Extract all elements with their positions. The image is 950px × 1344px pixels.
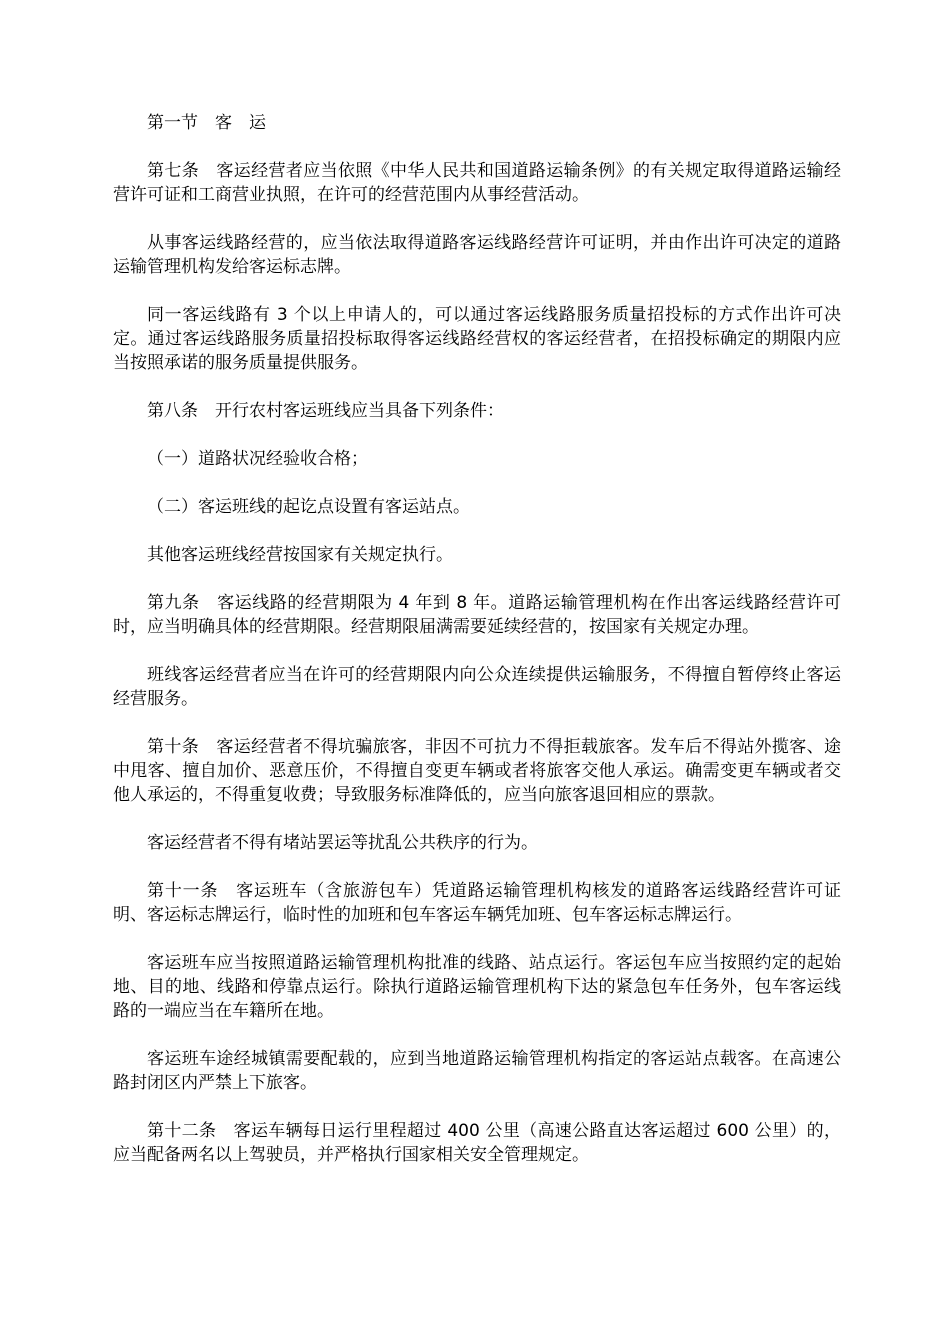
article-8-paragraph-2: 其他客运班线经营按国家有关规定执行。 [147, 545, 453, 565]
article-8-paragraph-1: 第八条 开行农村客运班线应当具备下列条件： [147, 401, 504, 421]
article-7-paragraph-1: 第七条 客运经营者应当依照《中华人民共和国道路运输条例》的有关规定取得道路运输经营许可证和工商营业执照，在许可的经营范围内从事经营活动。 [113, 161, 841, 205]
document-body [113, 111, 841, 1191]
article-8-item-2: （二）客运班线的起讫点设置有客运站点。 [147, 497, 470, 517]
article-9-paragraph-2: 班线客运经营者应当在许可的经营期限内向公众连续提供运输服务，不得擅自暂停终止客运经营服务。 [113, 665, 841, 709]
article-7-paragraph-2: 从事客运线路经营的，应当依法取得道路客运线路经营许可证明，并由作出许可决定的道路运输管理机构发给客运标志牌。 [113, 233, 841, 277]
article-11-paragraph-2: 客运班车应当按照道路运输管理机构批准的线路、站点运行。客运包车应当按照约定的起始地、目的地、线路和停靠点运行。除执行道路运输管理机构下达的紧急包车任务外，包车客运线路的一端应当在车籍所在地。 [113, 953, 841, 1021]
article-10-paragraph-1: 第十条 客运经营者不得坑骗旅客，非因不可抗力不得拒载旅客。发车后不得站外揽客、途中甩客、擅自加价、恶意压价，不得擅自变更车辆或者将旅客交他人承运。确需变更车辆或者交他人承运的，不得重复收费；导致服务标准降低的，应当向旅客退回相应的票款。 [113, 737, 841, 805]
section-heading: 第一节 客 运 [147, 113, 266, 133]
article-7-paragraph-3: 同一客运线路有 3 个以上申请人的，可以通过客运线路服务质量招投标的方式作出许可决定。通过客运线路服务质量招投标取得客运线路经营权的客运经营者，在招投标确定的期限内应当按照承诺的服务质量提供服务。 [113, 305, 841, 373]
article-11-paragraph-3: 客运班车途经城镇需要配载的，应到当地道路运输管理机构指定的客运站点载客。在高速公路封闭区内严禁上下旅客。 [113, 1049, 841, 1093]
article-11-paragraph-1: 第十一条 客运班车（含旅游包车）凭道路运输管理机构核发的道路客运线路经营许可证明、客运标志牌运行，临时性的加班和包车客运车辆凭加班、包车客运标志牌运行。 [113, 881, 841, 925]
article-10-paragraph-2: 客运经营者不得有堵站罢运等扰乱公共秩序的行为。 [147, 833, 538, 853]
article-8-item-1: （一）道路状况经验收合格； [147, 449, 368, 469]
article-12-paragraph-1: 第十二条 客运车辆每日运行里程超过 400 公里（高速公路直达客运超过 600 公里）的，应当配备两名以上驾驶员，并严格执行国家相关安全管理规定。 [113, 1121, 841, 1165]
article-9-paragraph-1: 第九条 客运线路的经营期限为 4 年到 8 年。道路运输管理机构在作出客运线路经营许可时，应当明确具体的经营期限。经营期限届满需要延续经营的，按国家有关规定办理。 [113, 593, 841, 637]
